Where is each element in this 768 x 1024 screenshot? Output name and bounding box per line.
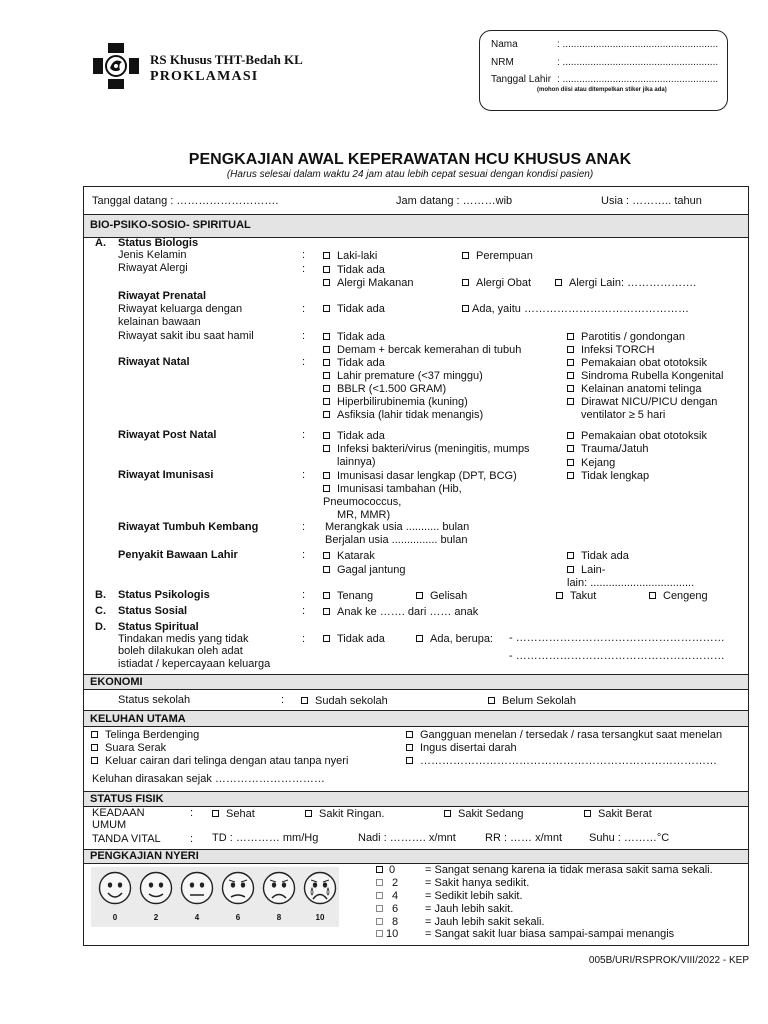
option-label: Gagal jantung — [337, 564, 406, 576]
checkbox[interactable] — [555, 279, 562, 286]
checkbox[interactable] — [301, 697, 308, 704]
keadaan-umum-label-2: UMUM — [92, 819, 127, 831]
checkbox[interactable] — [323, 398, 330, 405]
option-label: Kelainan anatomi telinga — [581, 383, 702, 395]
post-infeksi-option[interactable] — [323, 443, 530, 456]
sosial-anak-ke-option[interactable] — [323, 606, 478, 619]
option-label: Sehat — [226, 808, 255, 820]
imun-tambahan-label-2: Pneumococcus, — [323, 496, 402, 508]
patient-box-note: (mohon diisi atau ditempelkan stiker jika ada) — [537, 87, 667, 93]
section-bg-fisik — [84, 792, 748, 806]
checkbox[interactable] — [567, 385, 574, 392]
pain-face-icon — [262, 871, 296, 905]
status-biologis-title: Status Biologis — [118, 237, 199, 249]
option-label: Dirawat NICU/PICU dengan — [581, 396, 718, 408]
psi-cengeng-option[interactable] — [649, 590, 708, 603]
jam-datang-field[interactable]: Jam datang : ………wib — [396, 195, 513, 207]
section-header-bio: BIO-PSIKO-SOSIO- SPIRITUAL — [90, 219, 251, 231]
keluhan-sejak-field[interactable]: Keluhan dirasakan sejak ………………………… — [92, 773, 325, 785]
form-subtitle: (Harus selesai dalam waktu 24 jam atau lebih cepat sesuai dengan kondisi pasien) — [226, 169, 594, 180]
pain-scale-10-option[interactable] — [376, 928, 398, 941]
option-label: Pemakaian obat ototoksik — [581, 430, 707, 442]
option-label: Anak ke ……. dari …… anak — [337, 606, 479, 618]
ibu-torch-option[interactable] — [567, 344, 655, 357]
checkbox[interactable] — [406, 731, 413, 738]
checkbox[interactable] — [323, 372, 330, 379]
jk-perempuan-option[interactable] — [462, 250, 533, 263]
psi-takut-option[interactable] — [556, 590, 596, 603]
option-label: Katarak — [337, 550, 375, 562]
checkbox[interactable] — [323, 608, 330, 615]
sakit-ibu-label: Riwayat sakit ibu saat hamil — [118, 330, 254, 342]
merangkak-usia-field[interactable]: Merangkak usia ........... bulan — [325, 521, 470, 533]
ibu-parotitis-option[interactable] — [567, 331, 685, 344]
checkbox[interactable] — [376, 905, 383, 912]
pain-scale-2-desc: = Sakit hanya sedikit. — [425, 877, 530, 889]
checkbox[interactable] — [567, 445, 574, 452]
option-label: Ada, berupa: — [430, 633, 493, 645]
option-label: Imunisasi tambahan (Hib, — [337, 483, 462, 495]
colon: : — [190, 807, 194, 819]
option-label: Keluar cairan dari telinga dengan atau tanpa nyeri — [105, 755, 349, 767]
alergi-obat-option[interactable] — [462, 277, 531, 290]
checkbox[interactable] — [406, 744, 413, 751]
hospital-emblem-icon — [92, 42, 140, 90]
pain-face-icon — [180, 871, 214, 905]
option-label: Alergi Lain: ………………. — [569, 277, 697, 289]
pain-scale-6-desc: = Jauh lebih sakit. — [425, 903, 514, 915]
option-label: Trauma/Jatuh — [581, 443, 649, 455]
option-label: Sakit Ringan. — [319, 808, 385, 820]
checkbox[interactable] — [323, 472, 330, 479]
option-label: Perempuan — [476, 250, 533, 262]
option-label: Tenang — [337, 590, 374, 602]
ku-sehat-option[interactable] — [212, 808, 255, 821]
checkbox[interactable] — [462, 305, 469, 312]
checkbox[interactable] — [567, 398, 574, 405]
spiritual-tidak-ada-option[interactable] — [323, 633, 385, 646]
spiritual-desc-3: istiadat / kepercayaan keluarga — [118, 658, 271, 670]
section-header-keluhan: KELUHAN UTAMA — [90, 713, 186, 725]
bawaan-lain-field[interactable]: lain: .................................. — [567, 577, 695, 589]
rr-field[interactable]: RR : …… x/mnt — [485, 832, 563, 844]
ku-sakit-sedang-option[interactable] — [444, 808, 523, 821]
nrm-label: NRM — [491, 57, 514, 68]
ibu-tidak-ada-option[interactable] — [323, 331, 385, 344]
spiritual-desc-1: Tindakan medis yang tidak — [118, 633, 249, 645]
checkbox[interactable] — [462, 279, 469, 286]
riwayat-prenatal-title: Riwayat Prenatal — [118, 290, 207, 302]
form-title: PENGKAJIAN AWAL KEPERAWATAN HCU KHUSUS ANAK — [188, 151, 632, 168]
colon: : — [190, 833, 194, 845]
natal-ototoksik-option[interactable] — [567, 357, 707, 370]
option-label: Suara Serak — [105, 742, 167, 754]
natal-nicu-label-2: ventilator ≥ 5 hari — [581, 409, 666, 421]
checkbox[interactable] — [649, 592, 656, 599]
checkbox[interactable] — [567, 359, 574, 366]
checkbox[interactable] — [567, 346, 574, 353]
option-label: Demam + bercak kemerahan di tubuh — [337, 344, 522, 356]
natal-bblr-option[interactable] — [323, 383, 446, 396]
bawaan-gagal-jantung-option[interactable] — [323, 564, 406, 577]
status-sosial-title: Status Sosial — [118, 605, 188, 617]
checkbox[interactable] — [462, 252, 469, 259]
option-label: BBLR (<1.500 GRAM) — [337, 383, 447, 395]
checkbox[interactable] — [567, 566, 574, 573]
nadi-field[interactable]: Nadi : ………. x/mnt — [358, 832, 456, 844]
checkbox[interactable] — [376, 930, 383, 937]
ku-sakit-ringan-option[interactable] — [305, 808, 384, 821]
imun-tambahan-option[interactable] — [323, 483, 462, 496]
spiritual-ada-option[interactable] — [416, 633, 493, 646]
option-label: Parotitis / gondongan — [581, 331, 685, 343]
option-label: Gelisah — [430, 590, 468, 602]
option-label: Sakit Sedang — [458, 808, 524, 820]
colon: : — [302, 303, 306, 315]
pain-scale-0-desc: = Sangat senang karena ia tidak merasa sakit sama sekali. — [425, 864, 713, 876]
keluhan-cairan-telinga-option[interactable] — [91, 755, 348, 768]
colon: : — [302, 249, 306, 261]
hospital-name-line2: PROKLAMASI — [150, 69, 259, 84]
divider — [83, 791, 749, 792]
colon: : — [281, 694, 285, 706]
option-label: Alergi Makanan — [337, 277, 414, 289]
checkbox[interactable] — [584, 810, 591, 817]
nrm-field[interactable]: : ........................................................ — [557, 57, 719, 68]
post-trauma-option[interactable] — [567, 443, 648, 456]
option-label: Gangguan menelan / tersedak / rasa tersangkut saat menelan — [420, 729, 723, 741]
option-label: Cengeng — [663, 590, 708, 602]
checkbox[interactable] — [323, 333, 330, 340]
pain-scale-2-option[interactable] — [376, 877, 398, 890]
natal-nicu-option[interactable] — [567, 396, 717, 409]
bawaan-tidak-ada-option[interactable] — [567, 550, 629, 563]
tanda-vital-label: TANDA VITAL — [92, 833, 161, 845]
checkbox[interactable] — [212, 810, 219, 817]
ibu-demam-option[interactable] — [323, 344, 521, 357]
option-label: Takut — [570, 590, 597, 602]
option-label: Belum Sekolah — [502, 695, 576, 707]
divider — [83, 214, 749, 215]
checkbox[interactable] — [376, 879, 383, 886]
keluarga-tidak-ada-option[interactable] — [323, 303, 385, 316]
colon: : — [302, 633, 306, 645]
riwayat-keluarga-label-2: kelainan bawaan — [118, 316, 201, 328]
option-label: ……………………………………………………………………… — [420, 755, 717, 767]
option-label: Lain- — [581, 564, 606, 576]
pain-face-label: 10 — [315, 913, 325, 922]
divider — [83, 726, 749, 727]
option-label: Sudah sekolah — [315, 695, 388, 707]
checkbox[interactable] — [91, 757, 98, 764]
pain-face-label: 8 — [276, 913, 282, 922]
checkbox[interactable] — [323, 592, 330, 599]
keluhan-telinga-berdenging-option[interactable] — [91, 729, 199, 742]
post-tidak-ada-option[interactable] — [323, 430, 385, 443]
checkbox[interactable] — [567, 472, 574, 479]
alergi-makanan-option[interactable] — [323, 277, 413, 290]
penyakit-bawaan-title: Penyakit Bawaan Lahir — [118, 549, 238, 561]
option-label: Lahir premature (<37 minggu) — [337, 370, 483, 382]
berjalan-usia-field[interactable]: Berjalan usia ............... bulan — [325, 534, 468, 546]
checkbox[interactable] — [323, 305, 330, 312]
checkbox[interactable] — [305, 810, 312, 817]
nama-field[interactable]: : ........................................................ — [557, 39, 719, 50]
post-ototoksik-option[interactable] — [567, 430, 707, 443]
option-label: Hiperbilirubinemia (kuning) — [337, 396, 468, 408]
option-label: Alergi Obat — [476, 277, 532, 289]
natal-rubella-option[interactable] — [567, 370, 723, 383]
spiritual-detail-field-2[interactable]: - ………………………………………………… — [509, 650, 725, 662]
colon: : — [302, 356, 306, 368]
natal-hiperbilirubinemia-option[interactable] — [323, 396, 468, 409]
tanggal-datang-field[interactable]: Tanggal datang : ………………………. — [92, 195, 279, 207]
option-label: Imunisasi dasar lengkap (DPT, BCG) — [337, 470, 517, 482]
section-a-number: A. — [95, 237, 106, 249]
option-label: Asfiksia (lahir tidak menangis) — [337, 409, 484, 421]
option-label: Kejang — [581, 457, 616, 469]
jenis-kelamin-label: Jenis Kelamin — [118, 249, 187, 261]
option-label: Tidak ada — [337, 331, 385, 343]
section-header-ekonomi: EKONOMI — [90, 676, 143, 688]
colon: : — [302, 263, 306, 275]
option-label: Telinga Berdenging — [105, 729, 200, 741]
divider — [83, 806, 749, 807]
tanggal-lahir-label: Tanggal Lahir — [491, 74, 552, 85]
checkbox[interactable] — [91, 731, 98, 738]
checkbox[interactable] — [323, 252, 330, 259]
pain-scale-number: 8 — [392, 916, 399, 928]
jk-laki-option[interactable] — [323, 250, 377, 263]
pain-scale-6-option[interactable] — [376, 903, 398, 916]
suhu-field[interactable]: Suhu : ………°C — [589, 832, 670, 844]
imun-tambahan-label-3: MR, MMR) — [337, 509, 391, 521]
checkbox[interactable] — [567, 552, 574, 559]
colon: : — [302, 521, 306, 533]
riwayat-tumbuh-kembang-title: Riwayat Tumbuh Kembang — [118, 521, 259, 533]
option-label: Ada, yaitu ……………………………………… — [472, 303, 689, 315]
colon: : — [302, 589, 306, 601]
option-label: Tidak ada — [337, 303, 385, 315]
divider — [83, 689, 749, 690]
bawaan-katarak-option[interactable] — [323, 550, 375, 563]
riwayat-post-natal-title: Riwayat Post Natal — [118, 429, 217, 441]
keluhan-lain-option[interactable] — [406, 755, 717, 768]
imun-dasar-option[interactable] — [323, 470, 517, 483]
pain-scale-number: 10 — [386, 928, 399, 940]
natal-anatomi-option[interactable] — [567, 383, 701, 396]
natal-tidak-ada-option[interactable] — [323, 357, 385, 370]
status-psikologis-title: Status Psikologis — [118, 589, 210, 601]
option-label: Ingus disertai darah — [420, 742, 517, 754]
checkbox[interactable] — [323, 552, 330, 559]
belum-sekolah-option[interactable] — [488, 695, 576, 708]
checkbox[interactable] — [556, 592, 563, 599]
checkbox[interactable] — [406, 757, 413, 764]
pain-face-label: 0 — [112, 913, 118, 922]
pain-scale-number: 2 — [392, 877, 399, 889]
checkbox[interactable] — [323, 445, 330, 452]
checkbox[interactable] — [323, 385, 330, 392]
spiritual-desc-2: boleh dilakukan oleh adat — [118, 645, 243, 657]
hospital-logo — [92, 42, 140, 90]
ku-sakit-berat-option[interactable] — [584, 808, 652, 821]
checkbox[interactable] — [376, 892, 383, 899]
option-label: Pemakaian obat ototoksik — [581, 357, 707, 369]
pain-scale-number: 6 — [392, 903, 399, 915]
checkbox[interactable] — [488, 697, 495, 704]
colon: : — [302, 605, 306, 617]
pain-face-icon — [139, 871, 173, 905]
option-label: Laki-laki — [337, 250, 378, 262]
riwayat-keluarga-label: Riwayat keluarga dengan — [118, 303, 243, 315]
spiritual-detail-field-1[interactable]: - ………………………………………………… — [509, 632, 725, 644]
checkbox[interactable] — [323, 266, 330, 273]
post-kejang-option[interactable] — [567, 457, 615, 470]
pain-scale-number: 0 — [389, 864, 396, 876]
tanggal-lahir-field[interactable]: : ........................................................ — [557, 74, 719, 85]
keadaan-umum-label: KEADAAN — [92, 807, 145, 819]
option-label: Tidak ada — [337, 264, 385, 276]
pain-scale-4-desc: = Sedikit lebih sakit. — [425, 890, 523, 902]
section-d-number: D. — [95, 621, 106, 633]
checkbox[interactable] — [567, 372, 574, 379]
option-label: Infeksi TORCH — [581, 344, 655, 356]
keluhan-gangguan-menelan-option[interactable] — [406, 729, 722, 742]
pain-scale-number: 4 — [392, 890, 399, 902]
colon: : — [302, 549, 306, 561]
option-label: Tidak lengkap — [581, 470, 650, 482]
natal-asfiksia-option[interactable] — [323, 409, 483, 422]
divider — [83, 674, 749, 675]
td-field[interactable]: TD : ………… mm/Hg — [212, 832, 319, 844]
riwayat-imunisasi-title: Riwayat Imunisasi — [118, 469, 214, 481]
keluhan-suara-serak-option[interactable] — [91, 742, 166, 755]
option-label: Sakit Berat — [598, 808, 652, 820]
natal-premature-option[interactable] — [323, 370, 483, 383]
checkbox[interactable] — [91, 744, 98, 751]
section-b-number: B. — [95, 589, 106, 601]
checkbox[interactable] — [567, 333, 574, 340]
pain-face-icon — [98, 871, 132, 905]
keluarga-ada-option[interactable] — [462, 303, 689, 316]
pain-scale-8-desc: = Jauh lebih sakit sekali. — [425, 916, 545, 928]
checkbox[interactable] — [376, 866, 383, 873]
section-header-nyeri: PENGKAJIAN NYERI — [90, 850, 199, 862]
alergi-lain-option[interactable] — [555, 277, 696, 290]
checkbox[interactable] — [323, 566, 330, 573]
riwayat-natal-title: Riwayat Natal — [118, 356, 190, 368]
option-label: Infeksi bakteri/virus (meningitis, mumps — [337, 443, 530, 455]
checkbox[interactable] — [323, 346, 330, 353]
option-label: Tidak ada — [337, 357, 385, 369]
sudah-sekolah-option[interactable] — [301, 695, 388, 708]
alergi-tidak-ada-option[interactable] — [323, 264, 385, 277]
pain-scale-0-option[interactable] — [376, 864, 395, 877]
checkbox[interactable] — [376, 918, 383, 925]
post-infeksi-label-2: lainnya) — [337, 456, 376, 468]
checkbox[interactable] — [323, 485, 330, 492]
nama-label: Nama — [491, 39, 518, 50]
form-code: 005B/URI/RSPROK/VIII/2022 - KEP — [588, 955, 749, 966]
checkbox[interactable] — [416, 635, 423, 642]
bawaan-lain-option[interactable] — [567, 564, 605, 577]
pain-scale-10-desc: = Sangat sakit luar biasa sampai-sampai menangis — [425, 928, 675, 940]
option-label: Tidak ada — [581, 550, 629, 562]
checkbox[interactable] — [444, 810, 451, 817]
imun-tidak-lengkap-option[interactable] — [567, 470, 649, 483]
pain-face-label: 6 — [235, 913, 241, 922]
checkbox[interactable] — [567, 459, 574, 466]
checkbox[interactable] — [567, 432, 574, 439]
section-c-number: C. — [95, 605, 106, 617]
divider — [83, 710, 749, 711]
colon: : — [302, 469, 306, 481]
option-label: Sindroma Rubella Kongenital — [581, 370, 724, 382]
pain-face-icon — [221, 871, 255, 905]
option-label: Tidak ada — [337, 633, 385, 645]
checkbox[interactable] — [416, 592, 423, 599]
colon: : — [302, 330, 306, 342]
pain-face-label: 4 — [194, 913, 200, 922]
checkbox[interactable] — [323, 411, 330, 418]
keluhan-ingus-darah-option[interactable] — [406, 742, 517, 755]
option-label: Tidak ada — [337, 430, 385, 442]
psi-tenang-option[interactable] — [323, 590, 373, 603]
checkbox[interactable] — [323, 279, 330, 286]
status-sekolah-label: Status sekolah — [118, 694, 191, 706]
checkbox[interactable] — [323, 635, 330, 642]
pain-face-label: 2 — [153, 913, 159, 922]
section-bg-ekonomi — [84, 675, 748, 689]
pain-face-icon — [303, 871, 337, 905]
psi-gelisah-option[interactable] — [416, 590, 467, 603]
colon: : — [302, 429, 306, 441]
pain-scale-4-option[interactable] — [376, 890, 398, 903]
checkbox[interactable] — [323, 432, 330, 439]
status-spiritual-title: Status Spiritual — [118, 621, 199, 633]
usia-field[interactable]: Usia : ……….. tahun — [601, 195, 702, 207]
section-header-fisik: STATUS FISIK — [90, 793, 164, 805]
checkbox[interactable] — [323, 359, 330, 366]
hospital-name-line1: RS Khusus THT-Bedah KL — [150, 52, 303, 67]
riwayat-alergi-label: Riwayat Alergi — [118, 262, 188, 274]
